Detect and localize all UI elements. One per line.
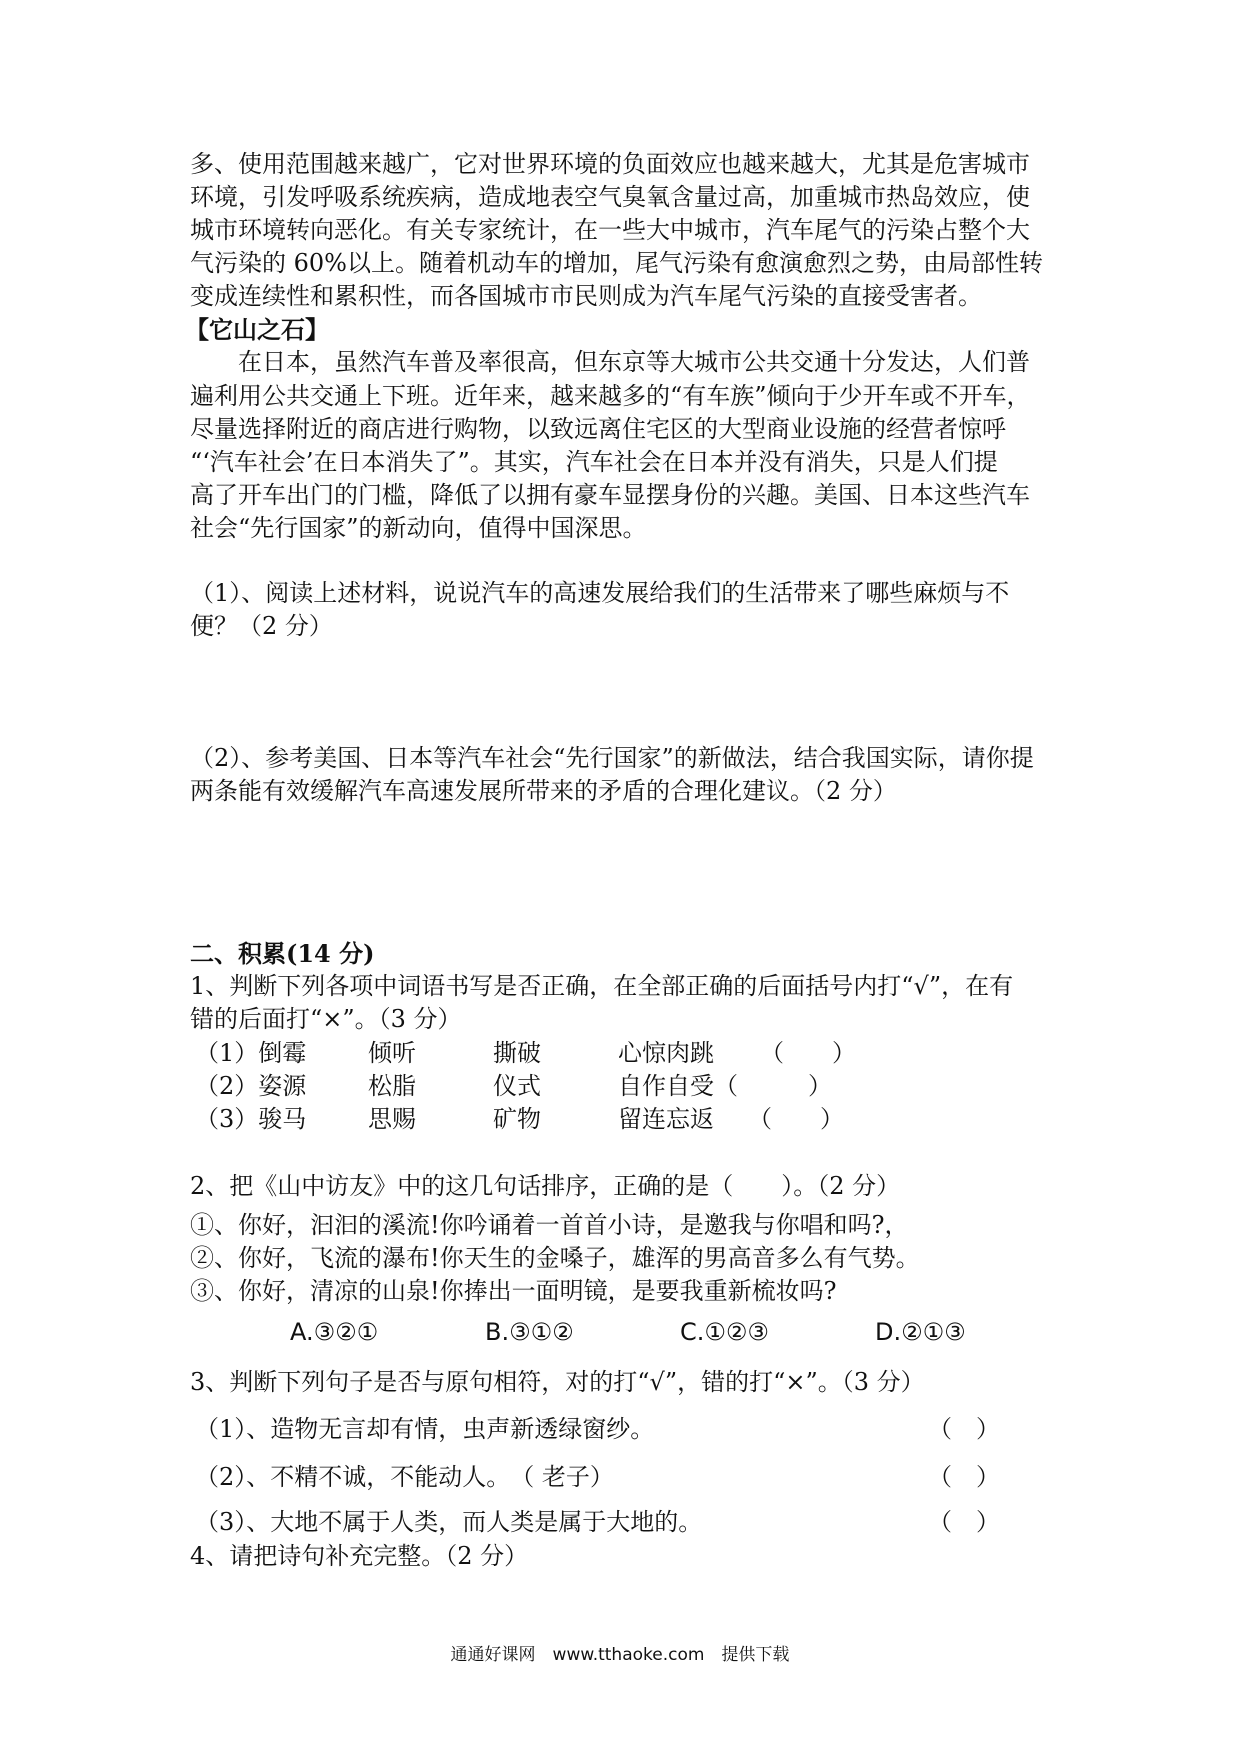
option-a: A.③②①: [290, 1318, 379, 1346]
word: 思赐: [368, 1105, 416, 1133]
item-line: 错的后面打“×”。（3 分）: [190, 1005, 462, 1033]
item-line: 3、判断下列句子是否与原句相符，对的打“√”，错的打“×”。（3 分）: [190, 1368, 925, 1396]
statement: （3）、大地不属于人类，而人类是属于大地的。: [195, 1508, 703, 1536]
sentence: ②、你好，飞流的瀑布!你天生的金嗓子，雄浑的男高音多么有气势。: [190, 1244, 920, 1272]
sentence: ①、你好，汩汩的溪流!你吟诵着一首首小诗，是邀我与你唱和吗?，: [190, 1211, 909, 1239]
word: 撕破: [493, 1039, 541, 1067]
section-heading: 【它山之石】: [185, 315, 329, 344]
word: 自作自受（: [618, 1072, 738, 1100]
word: （1）倒霉: [195, 1039, 307, 1067]
story-line: 社会“先行国家”的新动向，值得中国深思。: [190, 514, 647, 542]
passage-line: 城市环境转向恶化。有关专家统计，在一些大中城市，汽车尾气的污染占整个大: [190, 216, 1030, 244]
sentence: ③、你好，清凉的山泉!你捧出一面明镜，是要我重新梳妆吗?: [190, 1277, 837, 1305]
question-line: （1）、阅读上述材料，说说汽车的高速发展给我们的生活带来了哪些麻烦与不: [190, 579, 1010, 607]
answer-paren: （ ）: [928, 1508, 1000, 1536]
story-line: 遍利用公共交通上下班。近年来，越来越多的“有车族”倾向于少开车或不开车，: [190, 382, 1031, 410]
passage-line: 变成连续性和累积性，而各国城市市民则成为汽车尾气污染的直接受害者。: [190, 282, 982, 310]
answer-paren: （ ）: [928, 1463, 1000, 1491]
answer-paren: （ ）: [928, 1415, 1000, 1443]
word: 倾听: [368, 1039, 416, 1067]
statement: （1）、造物无言却有情，虫声新透绿窗纱。: [195, 1415, 655, 1443]
passage-line: 环境，引发呼吸系统疾病，造成地表空气臭氧含量过高，加重城市热岛效应，使: [190, 183, 1030, 211]
word: 留连忘返: [618, 1105, 714, 1133]
question-line: 两条能有效缓解汽车高速发展所带来的矛盾的合理化建议。（2 分）: [190, 777, 897, 805]
passage-line: 气污染的 60%以上。随着机动车的增加，尾气污染有愈演愈烈之势，由局部性转: [190, 249, 1043, 277]
passage-line: 多、使用范围越来越广，它对世界环境的负面效应也越来越大，尤其是危害城市: [190, 150, 1030, 178]
statement: （2）、不精不诚，不能动人。 （ 老子）: [195, 1463, 614, 1491]
story-line: 高了开车出门的门槛，降低了以拥有豪车显摆身份的兴趣。美国、日本这些汽车: [190, 481, 1030, 509]
answer-paren: ）: [760, 1072, 832, 1100]
story-line: 在日本，虽然汽车普及率很高，但东京等大城市公共交通十分发达，人们普: [238, 348, 1030, 376]
word: 仪式: [493, 1072, 541, 1100]
answer-paren: （ ）: [760, 1039, 856, 1067]
answer-paren: （ ）: [748, 1105, 844, 1133]
item-4: 4、请把诗句补充完整。（2 分）: [190, 1542, 529, 1570]
word: 心惊肉跳: [618, 1039, 714, 1067]
part2-heading: 二、积累(14 分): [190, 939, 375, 968]
question-line: 便？（2 分）: [190, 612, 333, 640]
word: 矿物: [493, 1105, 541, 1133]
word: 松脂: [368, 1072, 416, 1100]
item-line: 1、判断下列各项中词语书写是否正确，在全部正确的后面括号内打“√”，在有: [190, 972, 1014, 1000]
option-d: D.②①③: [875, 1318, 966, 1346]
option-c: C.①②③: [680, 1318, 769, 1346]
story-line: “‘汽车社会’在日本消失了”。其实，汽车社会在日本并没有消失，只是人们提: [190, 448, 998, 476]
story-line: 尽量选择附近的商店进行购物，以致远离住宅区的大型商业设施的经营者惊呼: [190, 415, 1006, 443]
footer-watermark: 通通好课网 www.tthaoke.com 提供下载: [450, 1645, 790, 1665]
word: （2）姿源: [195, 1072, 307, 1100]
item-line: 2、把《山中访友》中的这几句话排序，正确的是（ ）。（2 分）: [190, 1172, 901, 1200]
word: （3）骏马: [195, 1105, 307, 1133]
option-b: B.③①②: [485, 1318, 574, 1346]
question-line: （2）、参考美国、日本等汽车社会“先行国家”的新做法，结合我国实际，请你提: [190, 744, 1034, 772]
